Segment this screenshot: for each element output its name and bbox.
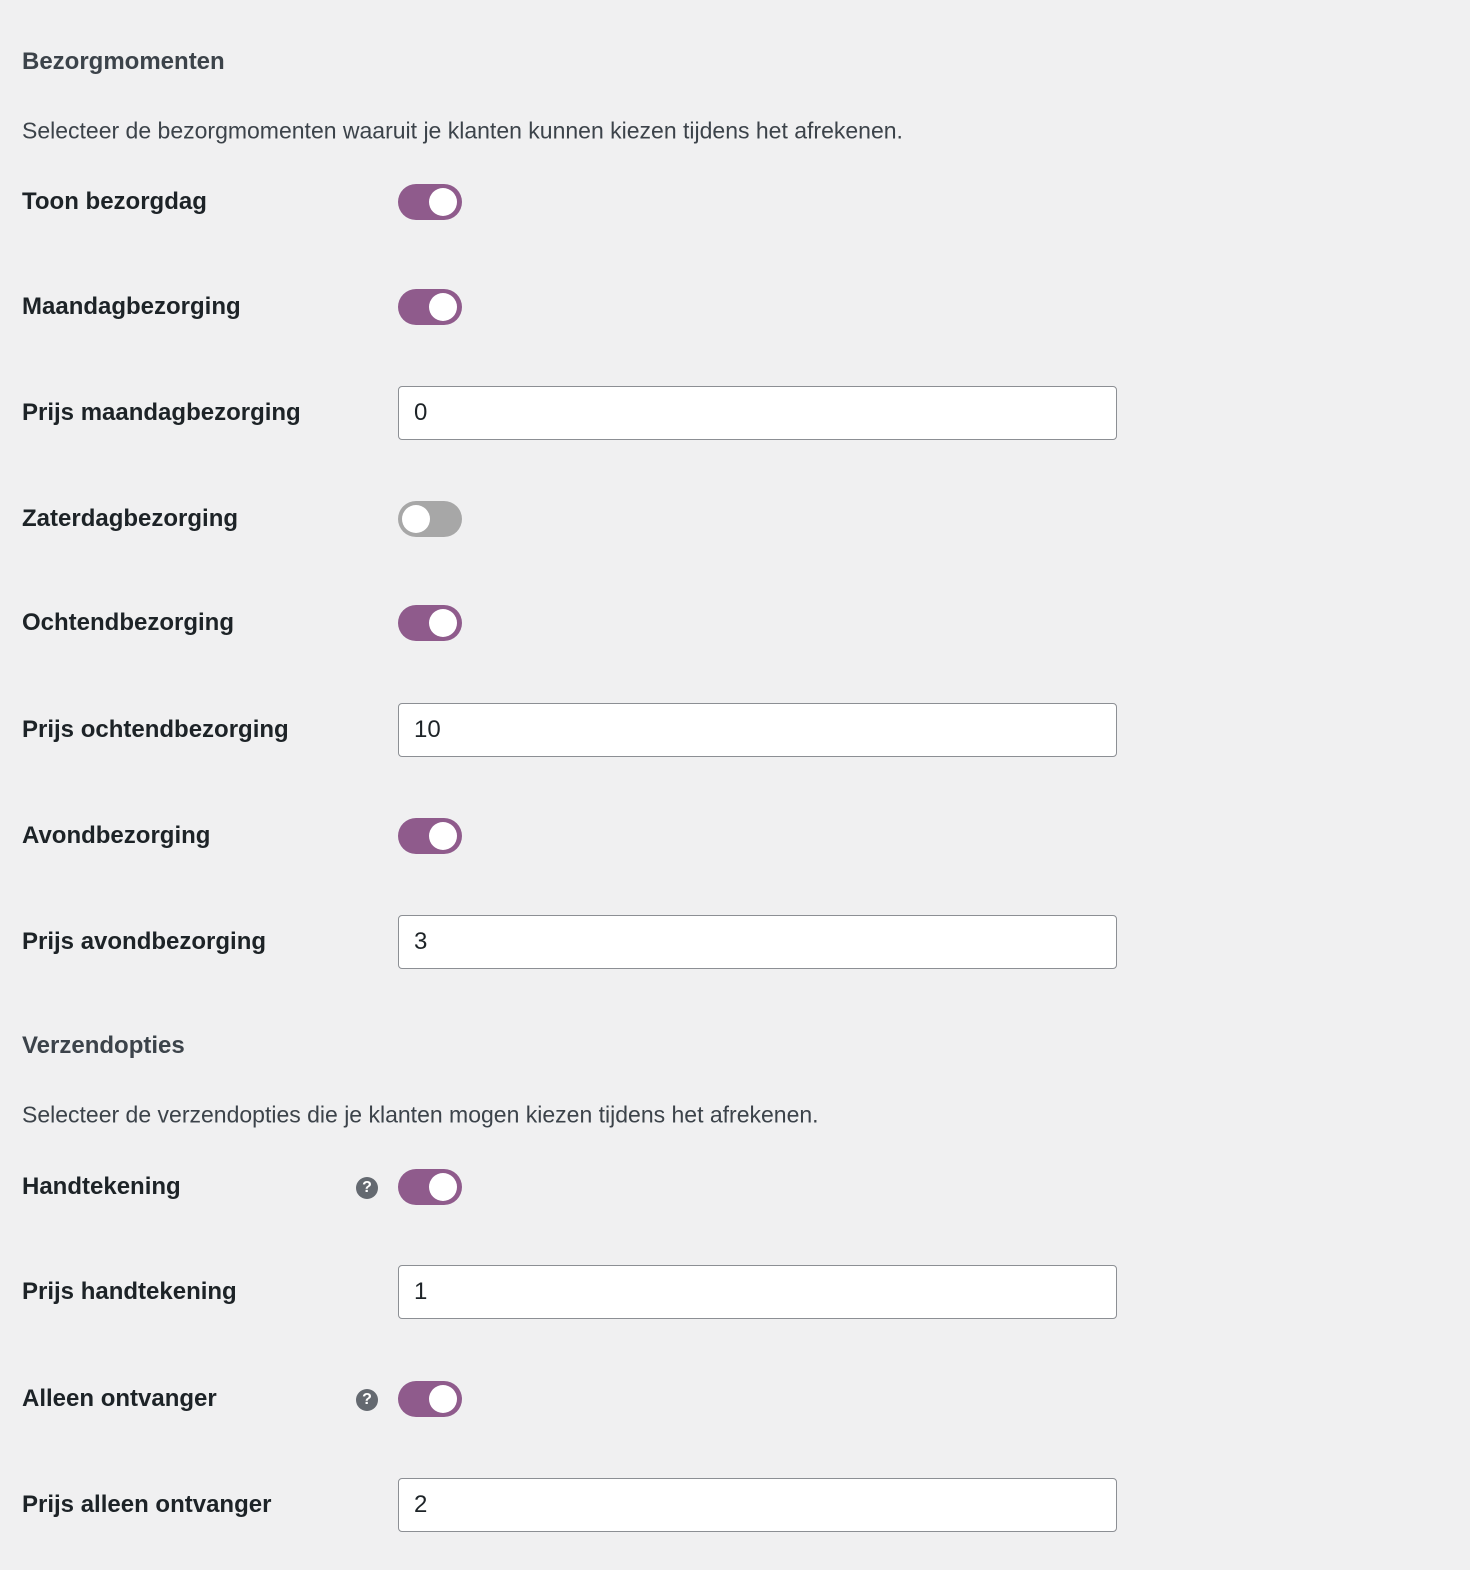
handtekening-toggle[interactable] bbox=[398, 1169, 462, 1205]
prijs-avondbezorging-input[interactable] bbox=[398, 915, 1117, 969]
field-label: Avondbezorging bbox=[22, 822, 211, 849]
avondbezorging-toggle[interactable] bbox=[398, 818, 462, 854]
help-icon[interactable]: ? bbox=[356, 1177, 378, 1199]
field-label: Alleen ontvanger bbox=[22, 1385, 217, 1412]
prijs-maandagbezorging-input[interactable] bbox=[398, 386, 1117, 440]
prijs-ochtendbezorging-input[interactable] bbox=[398, 703, 1117, 757]
field-label: Prijs avondbezorging bbox=[22, 928, 267, 955]
field-label: Prijs maandagbezorging bbox=[22, 399, 301, 426]
field-label: Maandagbezorging bbox=[22, 293, 241, 320]
prijs-handtekening-input[interactable] bbox=[398, 1265, 1117, 1319]
field-label: Ochtendbezorging bbox=[22, 609, 234, 636]
ochtendbezorging-toggle[interactable] bbox=[398, 605, 462, 641]
field-label: Prijs handtekening bbox=[22, 1278, 237, 1305]
section-title-verzendopties: Verzendopties bbox=[22, 1032, 185, 1059]
prijs-alleen-ontvanger-input[interactable] bbox=[398, 1478, 1117, 1532]
toon-bezorgdag-toggle[interactable] bbox=[398, 184, 462, 220]
field-label: Prijs alleen ontvanger bbox=[22, 1491, 272, 1518]
section-description: Selecteer de verzendopties die je klanten mogen kiezen tijdens het afrekenen. bbox=[22, 1101, 819, 1128]
field-label: Toon bezorgdag bbox=[22, 188, 207, 215]
zaterdagbezorging-toggle[interactable] bbox=[398, 501, 462, 537]
maandagbezorging-toggle[interactable] bbox=[398, 289, 462, 325]
alleen-ontvanger-toggle[interactable] bbox=[398, 1381, 462, 1417]
field-label: Zaterdagbezorging bbox=[22, 505, 239, 532]
section-title-bezorgmomenten: Bezorgmomenten bbox=[22, 48, 225, 75]
section-description: Selecteer de bezorgmomenten waaruit je klanten kunnen kiezen tijdens het afrekenen. bbox=[22, 117, 903, 144]
field-label: Handtekening bbox=[22, 1173, 181, 1200]
field-label: Prijs ochtendbezorging bbox=[22, 716, 289, 743]
help-icon[interactable]: ? bbox=[356, 1389, 378, 1411]
